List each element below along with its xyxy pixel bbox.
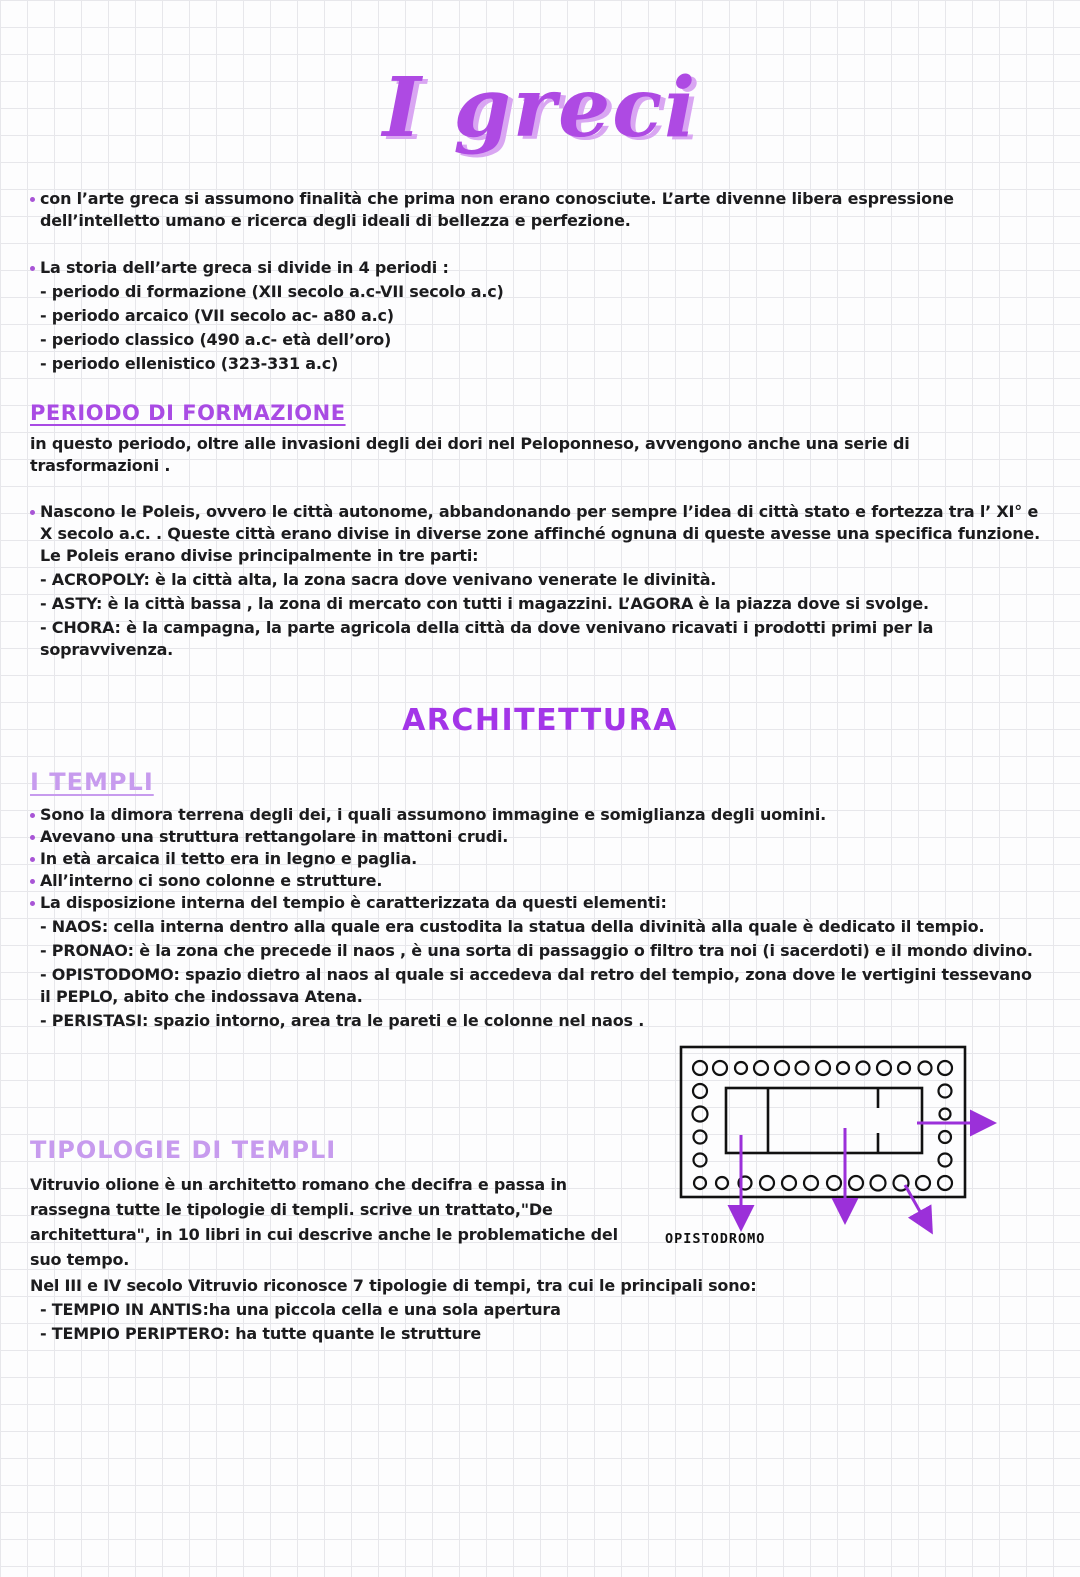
poleis-parts-list [30, 569, 1050, 661]
templi-bullet [30, 804, 1050, 826]
templi-bullet [30, 826, 1050, 848]
templi-part: - PERISTASI: spazio intorno, area tra le pareti e le colonne nel naos . [40, 1010, 645, 1030]
period-item: - periodo arcaico (VII secolo ac- a80 a.c) [40, 305, 394, 325]
tipologie-type: - TEMPIO IN ANTIS:ha una piccola cella e una sola apertura [40, 1299, 561, 1319]
period-item: - periodo di formazione (XII secolo a.c-VII secolo a.c) [40, 281, 504, 301]
bullet-dot-icon [30, 197, 35, 202]
templi-part: - PRONAO: è la zona che precede il naos , è una sorta di passaggio o filtro tra noi (i sacerdoti) e il mondo divino. [40, 940, 1033, 960]
intro-bullet-2 [30, 257, 1050, 279]
diagram-label-opistodromo: OPISTODROMO [665, 1231, 766, 1247]
poleis-bullet [30, 501, 1050, 567]
bullet-dot-icon [30, 813, 35, 818]
bullet-dot-icon [30, 901, 35, 906]
section-heading-tipologie-di-templi: TIPOLOGIE DI TEMPLI [30, 1135, 337, 1164]
temple-plan-diagram [655, 1040, 1065, 1255]
poleis-text: Nascono le Poleis, ovvero le città autonome, abbandonando per sempre l’idea di città stato e fortezza tra l’ XI° e X secolo a.c. . Queste città erano divise in diverse zone affinché ognuna di queste avesse una specifica funzione. Le Poleis erano divise principalmente in tre parti: [40, 501, 1040, 565]
templi-bullet-text: In età arcaica il tetto era in legno e paglia. [40, 848, 418, 868]
period-item: - periodo classico (490 a.c- età dell’oro) [40, 329, 392, 349]
templi-bullet-text: La disposizione interna del tempio è caratterizzata da questi elementi: [40, 892, 667, 912]
templi-bullet-text: Sono la dimora terrena degli dei, i quali assumono immagine e somiglianza degli uomini. [40, 804, 827, 824]
periods-list [30, 281, 1050, 375]
bullet-dot-icon [30, 857, 35, 862]
intro-text-1: con l’arte greca si assumono finalità che prima non erano conosciute. L’arte divenne libera espressione dell’intelletto umano e ricerca degli ideali di bellezza e perfezione. [40, 188, 954, 230]
intro-bullet-1 [30, 188, 1050, 232]
section-heading-periodo-di-formazione: PERIODO DI FORMAZIONE [30, 400, 346, 425]
poleis-part: - CHORA: è la campagna, la parte agricola della città da dove venivano ricavati i prodotti primi per la sopravvivenza. [40, 617, 934, 659]
period-item: - periodo ellenistico (323-331 a.c) [40, 353, 339, 373]
page-title: I greci [382, 60, 698, 156]
tipologie-types-list [30, 1299, 1050, 1345]
templi-bullet [30, 892, 1050, 914]
bullet-dot-icon [30, 835, 35, 840]
annotation-arrows [741, 1123, 985, 1224]
temple-cella-walls [726, 1088, 922, 1153]
templi-bullet-text: All’interno ci sono colonne e strutture. [40, 870, 383, 890]
section-heading-i-templi: I TEMPLI [30, 767, 154, 796]
tipologie-line2: Nel III e IV secolo Vitruvio riconosce 7 tipologie di tempi, tra cui le principali sono: [30, 1275, 757, 1295]
templi-bullets [30, 804, 1050, 914]
bullet-dot-icon [30, 510, 35, 515]
formazione-body: in questo periodo, oltre alle invasioni degli dei dori nel Peloponneso, avvengono anche una serie di trasformazioni . [30, 433, 910, 475]
bullet-dot-icon [30, 879, 35, 884]
bullet-dot-icon [30, 266, 35, 271]
templi-bullet-text: Avevano una struttura rettangolare in mattoni crudi. [40, 826, 509, 846]
intro-text-2: La storia dell’arte greca si divide in 4 periodi : [40, 257, 449, 277]
templi-parts-list [30, 916, 1050, 1032]
templi-part: - NAOS: cella interna dentro alla quale era custodita la statua della divinità alla quale è dedicato il tempio. [40, 916, 985, 936]
tipologie-body: Vitruvio olione è un architetto romano che decifra e passa in rassegna tutte le tipologie di templi. scrive un trattato,"De architettura", in 10 libri in cui descrive anche le problematiche del suo tempo. [30, 1174, 618, 1269]
poleis-part: - ASTY: è la città bassa , la zona di mercato con tutti i magazzini. L’AGORA è la piazza dove si svolge. [40, 593, 929, 613]
section-heading-architettura: ARCHITETTURA [402, 702, 678, 738]
temple-columns [693, 1061, 953, 1191]
poleis-part: - ACROPOLY: è la città alta, la zona sacra dove venivano venerate le divinità. [40, 569, 717, 589]
templi-bullet [30, 870, 1050, 892]
templi-bullet [30, 848, 1050, 870]
templi-part: - OPISTODOMO: spazio dietro al naos al quale si accedeva dal retro del tempio, zona dove le vertigini tessevano il PEPLO, abito che indossava Atena. [40, 964, 1032, 1006]
tipologie-type: - TEMPIO PERIPTERO: ha tutte quante le strutture [40, 1323, 482, 1343]
